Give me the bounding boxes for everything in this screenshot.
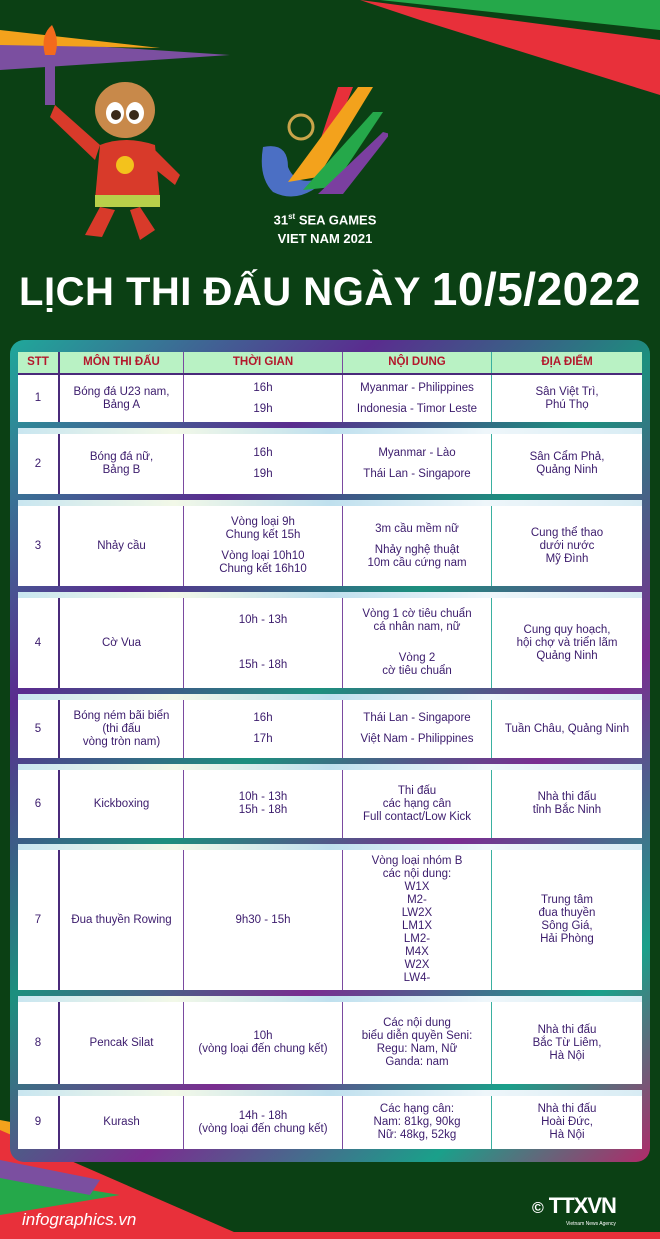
cell-venue	[492, 700, 642, 758]
cell-line: Nhảy cầu	[97, 539, 146, 552]
cell-line: Hà Nội	[549, 1129, 585, 1141]
cell-line: Các nội dung	[383, 1017, 451, 1029]
cell-group	[538, 1103, 597, 1142]
cell-line: 15h - 18h	[238, 659, 288, 671]
cell-line: đua thuyền	[538, 907, 596, 919]
cell-line: Sông Giá,	[541, 920, 593, 932]
cell-time	[184, 850, 343, 990]
cell-group	[253, 382, 272, 395]
table-row	[18, 1096, 642, 1149]
cell-stt: 7	[18, 850, 60, 990]
cell-line: hội chợ và triển lãm	[516, 636, 618, 649]
cell-line: Full contact/Low Kick	[362, 810, 471, 823]
cell-content	[343, 506, 492, 586]
cell-sport	[60, 700, 184, 758]
cell-stt: 8	[18, 1002, 60, 1084]
cell-sport	[60, 1096, 184, 1149]
cell-line: 17h	[253, 733, 273, 745]
cell-group	[363, 468, 470, 481]
cell-line: Cung quy hoạch,	[523, 623, 611, 636]
cell-line: Nữ: 48kg, 52kg	[377, 1129, 457, 1141]
cell-line: dưới nước	[539, 539, 595, 552]
cell-content	[343, 850, 492, 990]
cell-line: Hải Phòng	[540, 933, 594, 945]
cell-group	[535, 386, 598, 412]
cell-group	[533, 1024, 602, 1063]
cell-group	[198, 1030, 327, 1056]
cell-line: Myanmar - Lào	[378, 447, 456, 459]
cell-line: W1X	[404, 881, 430, 893]
cell-line: Cờ Vua	[101, 636, 142, 649]
cell-line: 19h	[253, 468, 273, 480]
cell-group	[367, 544, 466, 570]
cell-group	[97, 540, 146, 553]
cell-time	[184, 434, 343, 494]
footer-site-name: infographics.vn	[22, 1210, 137, 1229]
cell-sport	[60, 434, 184, 494]
cell-line: Nhà thi đấu	[537, 1023, 597, 1036]
table-header-row	[18, 352, 642, 375]
cell-group	[226, 516, 301, 542]
cell-time	[184, 1002, 343, 1084]
sea-games-logo	[258, 82, 388, 202]
cell-line: (vòng loại đến chung kết)	[198, 1043, 328, 1055]
cell-line: cá nhân nam, nữ	[373, 621, 461, 633]
cell-group	[361, 733, 474, 746]
cell-venue	[492, 1002, 642, 1084]
column-header-content: NỘI DUNG	[343, 352, 492, 373]
sea-games-logo-text: 31st SEA GAMES VIET NAM 2021	[273, 212, 377, 247]
cell-stt: 3	[18, 506, 60, 586]
column-header-time: THỜI GIAN	[184, 352, 343, 373]
cell-time	[184, 375, 343, 422]
cell-line: Pencak Silat	[89, 1036, 154, 1049]
cell-line: Hà Nội	[549, 1049, 585, 1062]
cell-group	[363, 712, 470, 725]
cell-group	[360, 382, 474, 395]
cell-line: Myanmar - Philippines	[360, 381, 474, 394]
cell-content	[343, 375, 492, 422]
cell-group	[530, 451, 605, 477]
cell-stt: 5	[18, 700, 60, 758]
cell-sport	[60, 1002, 184, 1084]
cell-group	[102, 637, 141, 650]
cell-line: các nội dung:	[382, 868, 452, 880]
cell-line: Nhà thi đấu	[537, 1103, 597, 1115]
cell-line: Indonesia - Timor Leste	[356, 402, 478, 415]
cell-group	[94, 798, 150, 811]
cell-line: Tuần Châu, Quảng Ninh	[504, 722, 630, 735]
cell-line: các hạng cân	[382, 797, 452, 810]
cell-line: Thái Lan - Singapore	[363, 468, 471, 480]
column-header-sport: MÔN THI ĐẤU	[60, 352, 184, 373]
cell-line: Phú Thọ	[545, 398, 589, 411]
cell-line: 10h - 13h	[238, 614, 288, 626]
cell-line: cờ tiêu chuẩn	[382, 665, 452, 677]
cell-group	[74, 386, 170, 412]
table-row	[18, 434, 642, 494]
cell-sport	[60, 375, 184, 422]
cell-stt: 9	[18, 1096, 60, 1149]
cell-group	[253, 403, 272, 416]
cell-group	[539, 894, 596, 946]
copyright-icon: ©	[532, 1200, 543, 1217]
cell-group	[90, 1037, 154, 1050]
cell-line: Chung kết 15h	[225, 529, 301, 541]
cell-sport	[60, 850, 184, 990]
cell-group	[219, 550, 307, 576]
cell-sport	[60, 598, 184, 688]
cell-line: Bóng đá U23 nam,	[73, 385, 170, 398]
cell-venue	[492, 1096, 642, 1149]
cell-line: tỉnh Bắc Ninh	[532, 804, 602, 816]
cell-content	[343, 1002, 492, 1084]
cell-line: Vòng 2	[398, 652, 436, 664]
cell-group	[74, 710, 170, 749]
cell-line: 16h	[253, 712, 273, 724]
cell-line: Hoài Đức,	[541, 1116, 593, 1128]
cell-line: 15h - 18h	[238, 804, 288, 816]
cell-group	[236, 914, 291, 927]
cell-line: 10h	[253, 1030, 273, 1042]
cell-line: Thái Lan - Singapore	[363, 712, 471, 724]
cell-group	[71, 914, 171, 927]
cell-line: (thi đấu	[102, 722, 141, 735]
cell-content	[343, 1096, 492, 1149]
cell-venue	[492, 375, 642, 422]
cell-line: Cung thể thao	[530, 526, 604, 539]
cell-content	[343, 434, 492, 494]
cell-group	[239, 659, 288, 672]
cell-sport	[60, 770, 184, 838]
table-row	[18, 598, 642, 688]
table-row	[18, 770, 642, 838]
cell-line: 10m cầu cứng nam	[367, 556, 467, 569]
cell-line: 10h - 13h	[238, 791, 288, 803]
cell-line: Vòng loại 10h10	[221, 550, 305, 562]
cell-line: Bóng đá nữ,	[89, 451, 154, 463]
cell-line: Mỹ Đình	[545, 552, 589, 565]
cell-group	[372, 855, 463, 985]
table-row	[18, 700, 642, 758]
table-row	[18, 1002, 642, 1084]
cell-group	[531, 527, 603, 566]
table-row	[18, 506, 642, 586]
cell-time	[184, 598, 343, 688]
cell-line: Vòng loại nhóm B	[371, 855, 463, 867]
cell-stt: 1	[18, 375, 60, 422]
cell-group	[357, 403, 477, 416]
cell-line: 14h - 18h	[238, 1109, 288, 1122]
cell-line: Các hạng cân:	[379, 1103, 455, 1115]
table-row	[18, 375, 642, 422]
column-header-stt: STT	[18, 352, 60, 373]
cell-content	[343, 770, 492, 838]
cell-line: 9h30 - 15h	[235, 913, 291, 926]
cell-line: M4X	[405, 946, 429, 958]
cell-group	[103, 1116, 139, 1129]
cell-line: biểu diễn quyền Seni:	[361, 1030, 473, 1042]
cell-line: Bảng B	[102, 464, 141, 476]
cell-group	[533, 791, 601, 817]
cell-line: M2-	[407, 894, 427, 906]
cell-line: Kurash	[103, 1116, 140, 1128]
cell-line: LW2X	[401, 907, 433, 919]
cell-venue	[492, 434, 642, 494]
cell-line: Quảng Ninh	[536, 649, 598, 662]
cell-line: Bắc Từ Liêm,	[532, 1036, 602, 1049]
cell-group	[517, 624, 618, 663]
cell-line: W2X	[404, 959, 430, 971]
cell-line: Ganda: nam	[385, 1056, 449, 1068]
cell-group	[378, 447, 455, 460]
cell-group	[253, 447, 272, 460]
cell-group	[90, 451, 153, 477]
cell-line: Đua thuyền Rowing	[71, 913, 172, 926]
cell-line: Sân Việt Trì,	[535, 385, 599, 398]
cell-line: LW4-	[403, 972, 431, 984]
cell-venue	[492, 598, 642, 688]
cell-line: Bảng A	[102, 398, 141, 411]
table-row	[18, 850, 642, 990]
cell-group	[253, 712, 272, 725]
cell-stt: 2	[18, 434, 60, 494]
cell-line: LM1X	[401, 920, 433, 932]
cell-stt: 6	[18, 770, 60, 838]
cell-line: Sân Cẩm Phả,	[529, 451, 605, 463]
cell-line: Kickboxing	[93, 797, 150, 810]
cell-group	[362, 608, 471, 634]
cell-line: Chung kết 16h10	[219, 563, 307, 575]
cell-line: 3m cầu mềm nữ	[375, 522, 459, 535]
cell-venue	[492, 770, 642, 838]
cell-venue	[492, 506, 642, 586]
cell-line: Quảng Ninh	[536, 464, 598, 476]
cell-line: 19h	[253, 402, 273, 415]
cell-line: Việt Nam - Philippines	[360, 733, 474, 745]
cell-group	[375, 523, 459, 536]
cell-group	[382, 652, 452, 678]
cell-line: Regu: Nam, Nữ	[376, 1043, 458, 1055]
cell-group	[198, 1110, 327, 1136]
cell-group	[239, 614, 288, 627]
cell-line: Thi đấu	[397, 784, 437, 797]
cell-time	[184, 506, 343, 586]
cell-content	[343, 598, 492, 688]
cell-line: Vòng loại 9h	[231, 516, 295, 528]
cell-content	[343, 700, 492, 758]
cell-venue	[492, 850, 642, 990]
cell-line: Bóng ném bãi biển	[73, 709, 170, 722]
column-header-venue: ĐỊA ĐIỂM	[541, 356, 593, 368]
page-title: LỊCH THI ĐẤU NGÀY 10/5/2022	[19, 263, 641, 315]
cell-group	[363, 785, 471, 824]
cell-time	[184, 1096, 343, 1149]
cell-line: 16h	[253, 381, 273, 394]
cell-line: LM2-	[403, 933, 431, 945]
cell-group	[362, 1017, 473, 1069]
cell-line: Nam: 81kg, 90kg	[373, 1116, 461, 1128]
cell-line: Trung tâm	[541, 894, 593, 906]
schedule-table	[18, 352, 642, 1155]
cell-group	[239, 791, 288, 817]
cell-group	[505, 723, 629, 736]
cell-group	[253, 468, 272, 481]
cell-line: 16h	[253, 447, 273, 459]
cell-line: Nhảy nghệ thuật	[374, 543, 460, 556]
cell-line: (vòng loại đến chung kết)	[198, 1122, 328, 1135]
cell-stt: 4	[18, 598, 60, 688]
cell-line: Nhà thi đấu	[537, 791, 597, 803]
cell-line: vòng tròn nam)	[82, 735, 161, 748]
cell-sport	[60, 506, 184, 586]
cell-group	[253, 733, 272, 746]
ttxvn-logo: © TTXVN Vietnam News Agency	[532, 1193, 616, 1227]
mascot-illustration	[30, 25, 210, 245]
cell-line: Vòng 1 cờ tiêu chuẩn	[362, 608, 472, 620]
cell-group	[374, 1103, 461, 1142]
cell-time	[184, 770, 343, 838]
cell-time	[184, 700, 343, 758]
